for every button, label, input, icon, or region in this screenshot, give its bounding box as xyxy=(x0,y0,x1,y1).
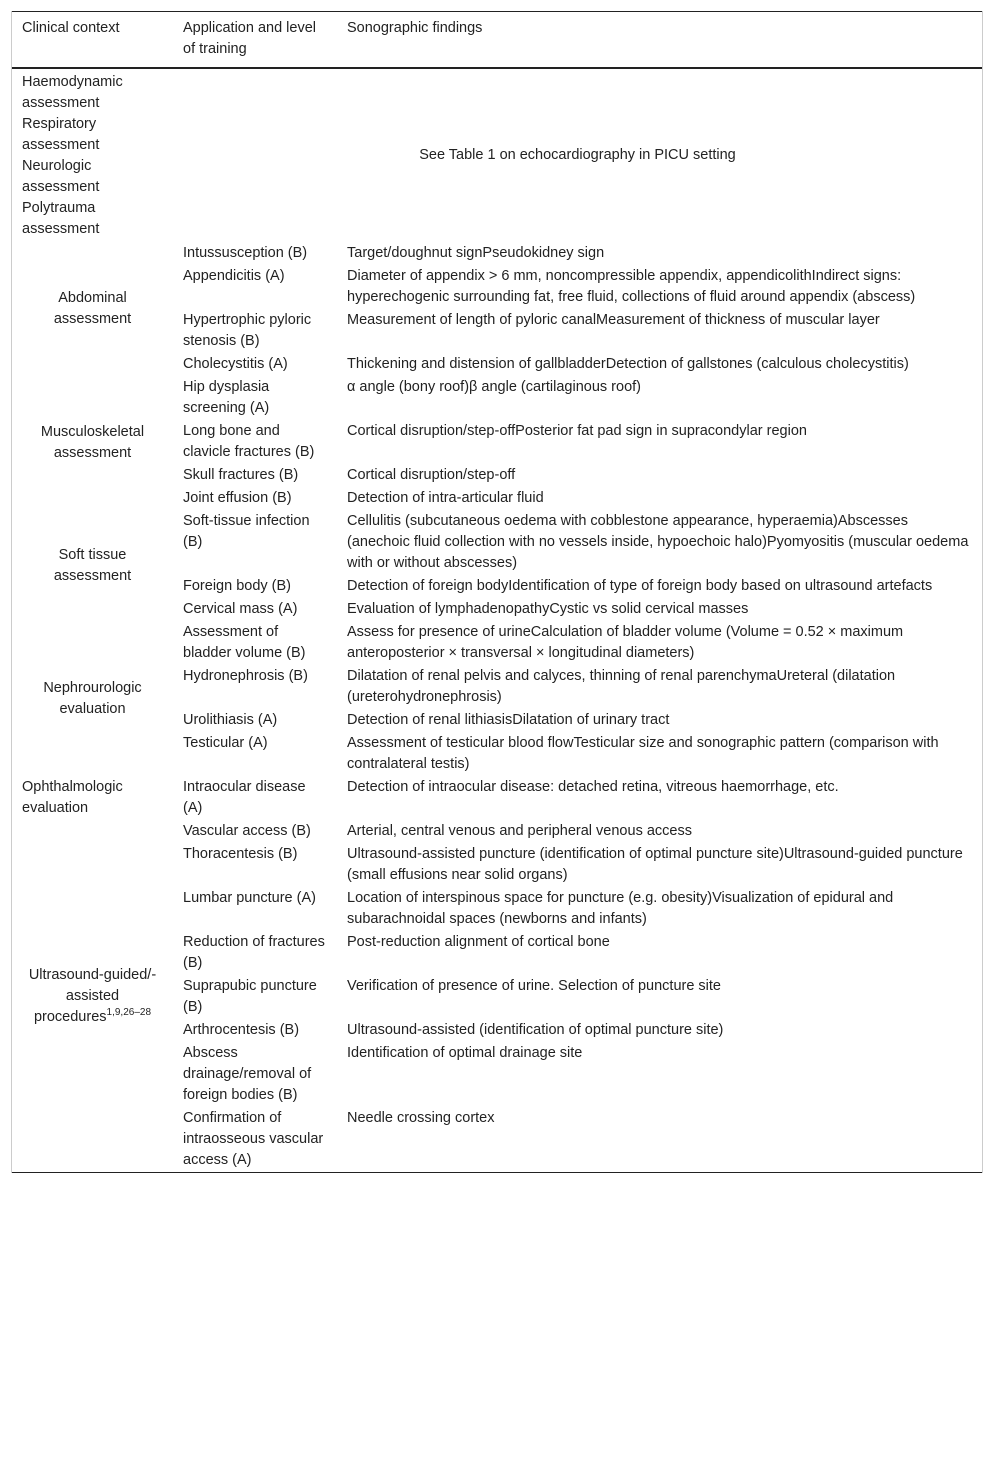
table-row xyxy=(12,376,982,420)
application-cell: Long bone and clavicle fractures (B) xyxy=(183,423,315,460)
findings-cell: Detection of intraocular disease: detached retina, vitreous haemorrhage, etc. xyxy=(347,779,839,795)
findings-cell: Verification of presence of urine. Selection of puncture site xyxy=(347,978,721,994)
findings-cell: Post-reduction alignment of cortical bone xyxy=(347,934,610,950)
table-row xyxy=(12,820,982,843)
clinical-context-label: Nephrourologic evaluation xyxy=(43,679,142,717)
findings-cell: Evaluation of lymphadenopathyCystic vs solid cervical masses xyxy=(347,601,749,617)
findings-cell: Cellulitis (subcutaneous oedema with cobblestone appearance, hyperaemia)Abscesses (anechoic fluid collection with no vessels inside, hypoechoic halo)Pyomyositis (muscular oedema with or without abscesses) xyxy=(347,513,969,571)
clinical-context-label: Ophthalmologic evaluation xyxy=(22,779,123,816)
application-cell: Joint effusion (B) xyxy=(183,490,292,506)
clinical-context-cell xyxy=(12,820,173,1173)
table-row xyxy=(12,621,982,665)
table-row xyxy=(12,776,982,820)
header-row xyxy=(12,12,982,69)
context-label: Haemodynamic assessment xyxy=(22,74,123,111)
table-row xyxy=(12,510,982,575)
clinical-context-label: Abdominal assessment xyxy=(53,290,132,327)
clinical-context-cell xyxy=(12,621,173,776)
application-cell: Suprapubic puncture (B) xyxy=(183,978,317,1015)
ultrasound-applications-table xyxy=(12,11,982,1173)
clinical-context-label: Ultrasound-guided/-assisted procedures xyxy=(28,966,157,1025)
clinical-context-cell xyxy=(12,376,173,510)
findings-cell: Assessment of testicular blood flowTesticular size and sonographic pattern (comparison with contralateral testis) xyxy=(347,735,939,772)
clinical-context-label: Soft tissue assessment xyxy=(53,546,132,584)
application-cell: Thoracentesis (B) xyxy=(183,846,298,862)
application-cell: Skull fractures (B) xyxy=(183,467,299,483)
application-cell: Intussusception (B) xyxy=(183,245,308,261)
findings-cell: Target/doughnut signPseudokidney sign xyxy=(347,245,605,261)
application-cell: Hydronephrosis (B) xyxy=(183,668,308,684)
reference-superscript: 1,9,26–28 xyxy=(106,1006,152,1018)
findings-cell: Detection of intra-articular fluid xyxy=(347,490,544,506)
clinical-context-label: Musculoskeletal assessment xyxy=(40,424,145,461)
application-cell: Appendicitis (A) xyxy=(183,268,285,284)
header-application: Application and level of training xyxy=(183,20,317,57)
table-container xyxy=(11,11,983,1173)
application-cell: Cholecystitis (A) xyxy=(183,356,288,372)
findings-cell: Needle crossing cortex xyxy=(347,1110,495,1126)
application-cell: Vascular access (B) xyxy=(183,823,311,839)
findings-cell: Arterial, central venous and peripheral venous access xyxy=(347,823,692,839)
header-findings: Sonographic findings xyxy=(347,20,483,36)
findings-cell: Identification of optimal drainage site xyxy=(347,1045,583,1061)
table-row xyxy=(12,242,982,265)
context-label: Polytrauma assessment xyxy=(22,200,100,237)
findings-cell: Cortical disruption/step-off xyxy=(347,467,516,483)
findings-cell: Detection of renal lithiasisDilatation of urinary tract xyxy=(347,712,670,728)
clinical-context-cell xyxy=(12,510,173,621)
findings-cell: Dilatation of renal pelvis and calyces, thinning of renal parenchymaUreteral (dilatation (ureterohydronephrosis) xyxy=(347,668,896,705)
clinical-context-cell xyxy=(12,242,173,376)
context-label: Respiratory assessment xyxy=(22,116,100,153)
findings-cell: Thickening and distension of gallbladderDetection of gallstones (calculous cholecystitis) xyxy=(347,356,909,372)
findings-cell: Detection of foreign bodyIdentification of type of foreign body based on ultrasound artefacts xyxy=(347,578,933,594)
header-clinical-context: Clinical context xyxy=(22,20,120,36)
application-cell: Testicular (A) xyxy=(183,735,268,751)
application-cell: Intraocular disease (A) xyxy=(183,779,306,816)
application-cell: Assessment of bladder volume (B) xyxy=(183,624,306,661)
intro-note: See Table 1 on echocardiography in PICU setting xyxy=(419,147,736,163)
intro-row xyxy=(12,68,982,242)
table-body xyxy=(12,68,982,1173)
application-cell: Foreign body (B) xyxy=(183,578,291,594)
application-cell: Reduction of fractures (B) xyxy=(183,934,325,971)
clinical-context-cell xyxy=(12,776,173,820)
findings-cell: Cortical disruption/step-offPosterior fat pad sign in supracondylar region xyxy=(347,423,807,439)
findings-cell: Ultrasound-assisted (identification of optimal puncture site) xyxy=(347,1022,724,1038)
application-cell: Arthrocentesis (B) xyxy=(183,1022,300,1038)
findings-cell: Diameter of appendix > 6 mm, noncompressible appendix, appendicolithIndirect signs: hyperechogenic surrounding fat, free fluid, collections of fluid around appendix (abscess) xyxy=(347,268,916,305)
findings-cell: Measurement of length of pyloric canalMeasurement of thickness of muscular layer xyxy=(347,312,880,328)
intro-contexts xyxy=(12,68,173,242)
application-cell: Hypertrophic pyloric stenosis (B) xyxy=(183,312,312,349)
findings-cell: Ultrasound-assisted puncture (identification of optimal puncture site)Ultrasound-guided puncture (small effusions near solid organs) xyxy=(347,846,963,883)
findings-cell: Assess for presence of urineCalculation of bladder volume (Volume = 0.52 × maximum anteroposterior × transversal × longitudinal diameters) xyxy=(347,624,904,661)
findings-cell: Location of interspinous space for puncture (e.g. obesity)Visualization of epidural and subarachnoidal spaces (newborns and infants) xyxy=(347,890,894,927)
application-cell: Cervical mass (A) xyxy=(183,601,298,617)
application-cell: Hip dysplasia screening (A) xyxy=(183,379,270,416)
context-label: Neurologic assessment xyxy=(22,158,100,195)
application-cell: Lumbar puncture (A) xyxy=(183,890,316,906)
application-cell: Confirmation of intraosseous vascular access (A) xyxy=(183,1110,324,1168)
application-cell: Soft-tissue infection (B) xyxy=(183,513,310,550)
application-cell: Urolithiasis (A) xyxy=(183,712,278,728)
application-cell: Abscess drainage/removal of foreign bodies (B) xyxy=(183,1045,312,1103)
findings-cell: α angle (bony roof)β angle (cartilaginous roof) xyxy=(347,379,641,395)
